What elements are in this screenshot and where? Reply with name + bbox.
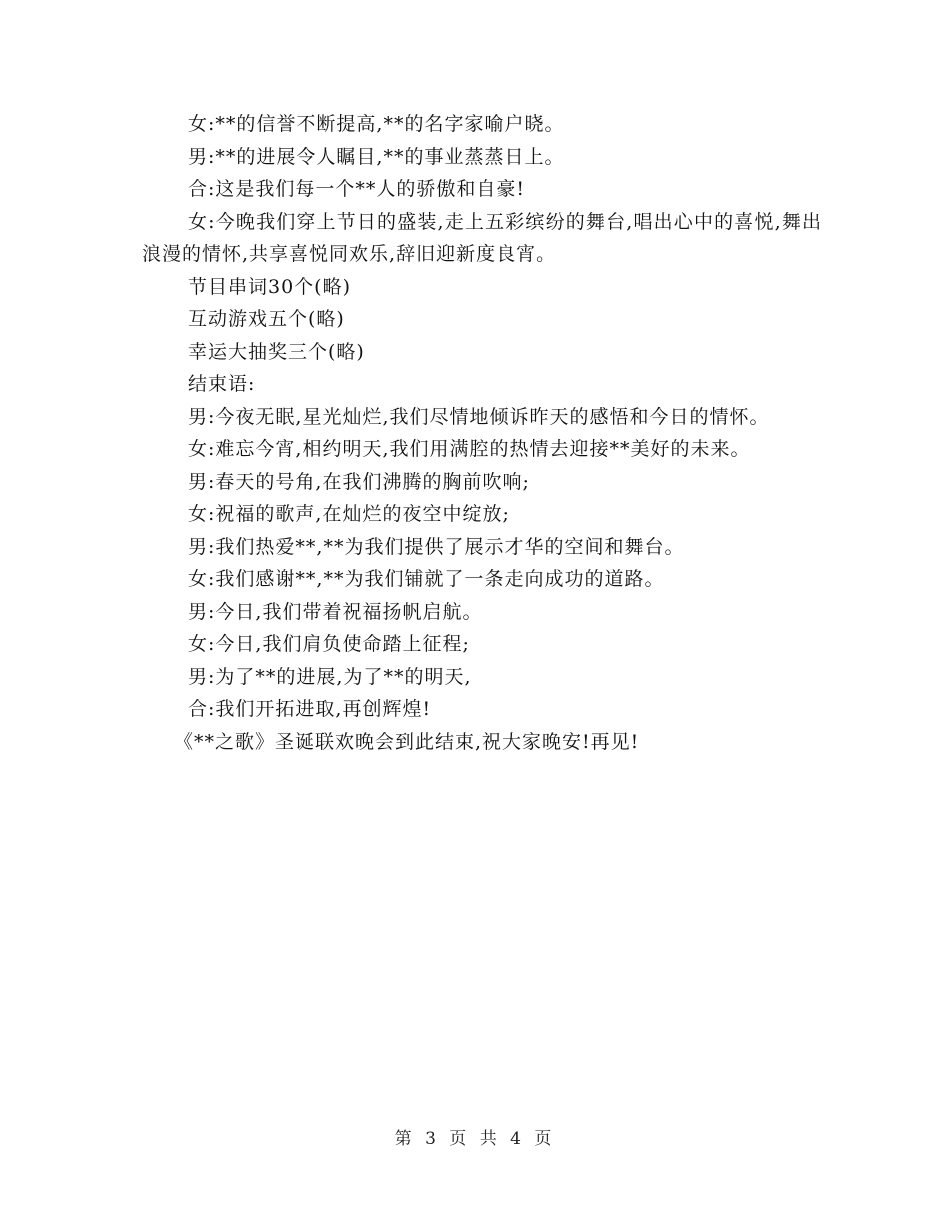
page-number-footer: 第 3 页 共 4 页 bbox=[394, 1129, 556, 1149]
closing-line: 《**之歌》圣诞联欢晚会到此结束,祝大家晚安!再见! bbox=[174, 730, 640, 753]
paragraph: 女:我们感谢**,**为我们铺就了一条走向成功的道路。 bbox=[188, 568, 665, 590]
section-heading: 结束语: bbox=[188, 373, 256, 395]
paragraph: 女:难忘今宵,相约明天,我们用满腔的热情去迎接**美好的未来。 bbox=[188, 438, 751, 460]
paragraph: 女:**的信誉不断提高,**的名字家喻户晓。 bbox=[188, 113, 565, 135]
paragraph: 幸运大抽奖三个(略) bbox=[188, 340, 365, 363]
paragraph: 男:为了**的进展,为了**的明天, bbox=[188, 665, 472, 688]
paragraph: 男:我们热爱**,**为我们提供了展示才华的空间和舞台。 bbox=[188, 535, 685, 558]
paragraph: 合:我们开拓进取,再创辉煌! bbox=[188, 698, 432, 720]
paragraph: 女:今日,我们肩负使命踏上征程; bbox=[188, 633, 470, 655]
paragraph: 互动游戏五个(略) bbox=[188, 308, 345, 330]
paragraph: 节目串词30个(略) bbox=[188, 275, 352, 298]
paragraph: 男:今日,我们带着祝福扬帆启航。 bbox=[188, 600, 483, 623]
paragraph: 男:**的进展令人瞩目,**的事业蒸蒸日上。 bbox=[188, 145, 565, 168]
paragraph: 合:这是我们每一个**人的骄傲和自豪! bbox=[188, 178, 526, 200]
paragraph: 女:祝福的歌声,在灿烂的夜空中绽放; bbox=[188, 503, 510, 525]
paragraph: 女:今晚我们穿上节日的盛装,走上五彩缤纷的舞台,唱出心中的喜悦,舞出浪漫的情怀,共享喜悦同欢乐,辞旧迎新度良宵。 bbox=[142, 210, 822, 265]
document-body bbox=[142, 108, 822, 758]
paragraph: 男:今夜无眠,星光灿烂,我们尽情地倾诉昨天的感悟和今日的情怀。 bbox=[188, 405, 770, 428]
paragraph: 男:春天的号角,在我们沸腾的胸前吹响; bbox=[188, 470, 530, 493]
